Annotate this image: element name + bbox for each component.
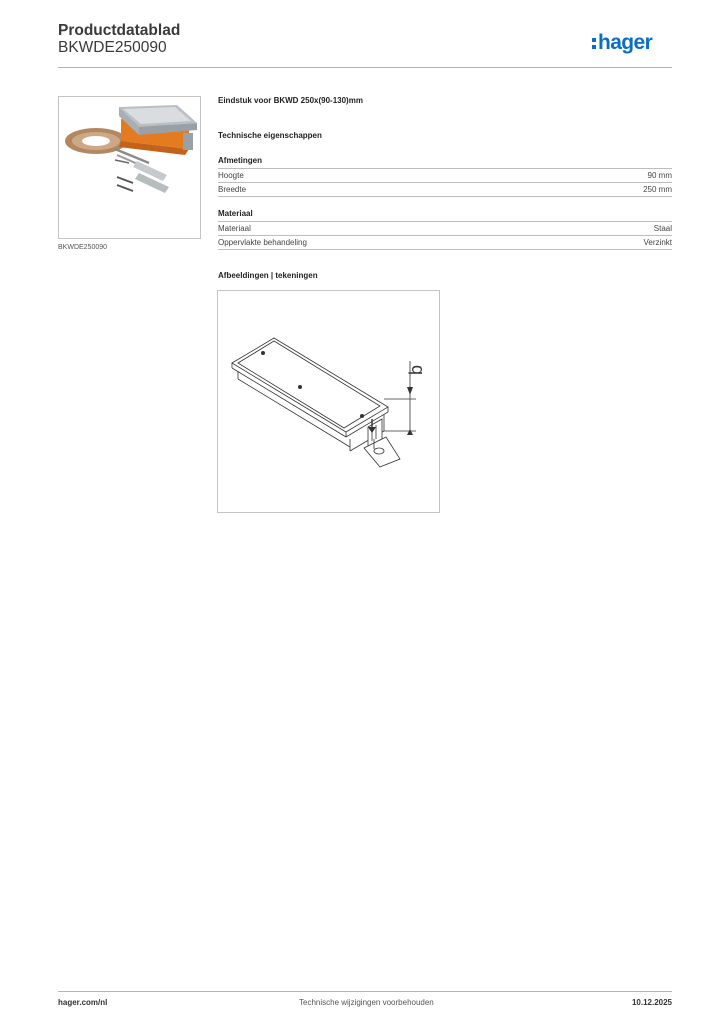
row-divider: [218, 196, 672, 197]
property-label: Breedte: [218, 185, 247, 194]
property-value: 90 mm: [647, 171, 672, 180]
property-value: Staal: [653, 224, 672, 233]
footer-divider: [58, 991, 672, 992]
hager-logo: [590, 28, 674, 56]
product-photo-illustration: [59, 97, 200, 238]
product-description: Eindstuk voor BKWD 250x(90-130)mm: [218, 96, 363, 105]
footer-website[interactable]: hager.com/nl: [58, 998, 108, 1007]
logo-text: hager: [598, 31, 653, 54]
row-divider: [218, 249, 672, 250]
property-value: 250 mm: [643, 185, 672, 194]
footer-notice: Technische wijzigingen voorbehouden: [299, 998, 434, 1007]
drawing-illustration: [218, 291, 439, 512]
property-label: Hoogte: [218, 171, 244, 180]
page-title: Productdatablad: [58, 22, 181, 39]
property-value: Verzinkt: [643, 238, 672, 247]
product-photo: [58, 96, 201, 239]
product-code: BKWDE250090: [58, 39, 167, 56]
property-row: [218, 221, 672, 235]
technical-drawing: [217, 290, 440, 513]
property-row: [218, 235, 672, 249]
section-title-material: Materiaal: [218, 209, 253, 218]
tech-heading: Technische eigenschappen: [218, 131, 322, 140]
photo-caption: BKWDE250090: [58, 244, 108, 251]
section-title-dimensions: Afmetingen: [218, 156, 262, 165]
property-row: [218, 168, 672, 182]
property-label: Oppervlakte behandeling: [218, 238, 307, 247]
drawings-heading: Afbeeldingen | tekeningen: [218, 271, 318, 280]
footer-date: 10.12.2025: [631, 998, 672, 1007]
property-label: Materiaal: [218, 224, 251, 233]
header-divider: [58, 67, 672, 68]
property-row: [218, 182, 672, 196]
dimension-label: b: [406, 364, 426, 375]
